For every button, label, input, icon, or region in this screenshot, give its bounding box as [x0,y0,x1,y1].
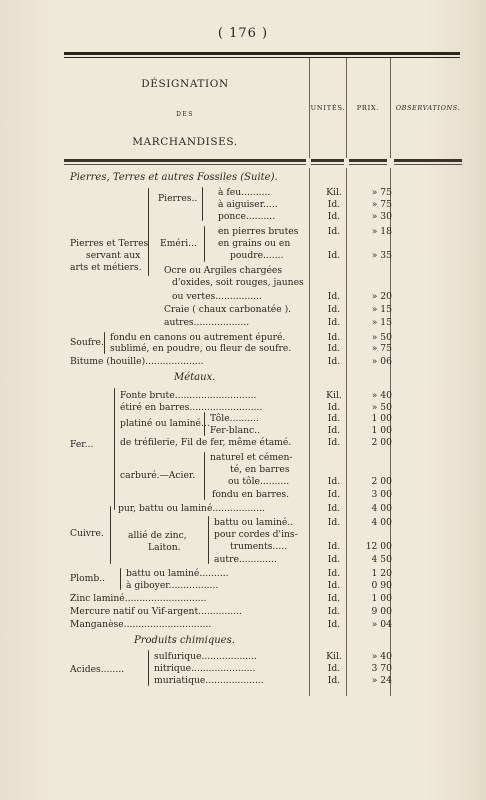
brace-cuivre [110,506,111,564]
row-price: » 50 [371,332,392,343]
row-price: » 40 [371,651,392,662]
header-observations: OBSERVATIONS. [395,104,461,112]
row-item: Ocre ou Argiles chargées [164,265,283,276]
header-rule-unites [311,159,344,162]
brace-soufre [104,332,105,354]
row-item: té, en barres [230,464,290,475]
row-unit: Id. [327,568,341,579]
row-unit: Id. [327,402,341,413]
row-item: battu ou laminé.......... [126,568,229,579]
row-unit: Id. [327,413,341,424]
brace-carbure [204,452,205,500]
row-item: pur, battu ou laminé.................. [118,503,265,514]
row-unit: Id. [327,343,341,354]
row-price: 2 00 [371,476,392,487]
row-price: » 18 [371,226,392,237]
header-rule-designation-thin [64,164,306,165]
row-price: 1 20 [371,568,392,579]
label-emeri: Eméri... [160,238,197,249]
row-price: 9 00 [371,606,392,617]
header-rule-unites-thin [311,164,344,165]
row-item: Fer-blanc.. [210,425,261,436]
row-unit: Id. [327,541,341,552]
header-rule-prix-thin [349,164,387,165]
label-allie-1: allié de zinc, [128,530,187,541]
brace-pierres [202,187,203,221]
row-unit: Id. [327,476,341,487]
row-price: » 40 [371,390,392,401]
brace-acides [148,650,149,686]
header-rule-prix [349,159,387,162]
brace-platine [204,412,205,436]
row-unit: Id. [327,606,341,617]
row-item: Bitume (houille).................... [70,356,204,367]
row-price: 3 70 [371,663,392,674]
header-rule-observations-thin [394,164,462,165]
label-acides: Acides........ [70,664,125,675]
row-price: » 06 [371,356,392,367]
brace-emeri [204,226,205,262]
row-item: Manganèse.............................. [70,619,212,630]
header-unites: UNITÉS. [310,104,346,112]
row-price: 0 90 [371,580,392,591]
brace-pierres-outer [148,188,149,276]
row-item: en grains ou en [218,238,291,249]
brace-plomb [120,568,121,590]
row-price: 4 50 [371,554,392,565]
row-item: sublimé, en poudre, ou fleur de soufre. [110,343,292,354]
row-unit: Id. [327,317,341,328]
brace-fer [114,388,115,510]
row-unit: Id. [327,580,341,591]
row-item: Fonte brute............................ [120,390,257,401]
row-unit: Id. [327,593,341,604]
row-item: naturel et cémen- [210,452,293,463]
row-price: » 50 [371,402,392,413]
section-metaux: Métaux. [174,372,216,383]
row-item: autres................... [164,317,250,328]
top-rule-thick [64,52,460,55]
row-item: à feu.......... [218,187,271,198]
row-item: ou vertes................ [172,291,262,302]
header-rule-designation [64,159,306,162]
brace-allie [208,516,209,564]
header-designation: DÉSIGNATION [141,78,229,90]
row-item: autre............. [214,554,277,565]
top-rule-thin [64,57,460,58]
row-price: » 15 [371,304,392,315]
row-unit: Id. [327,304,341,315]
row-unit: Id. [327,332,341,343]
row-unit: Id. [327,291,341,302]
row-price: 4 00 [371,503,392,514]
row-unit: Kil. [326,390,342,401]
row-item: Craie ( chaux carbonatée ). [164,304,292,315]
row-price: 4 00 [371,517,392,528]
row-price: » 20 [371,291,392,302]
row-item: truments..... [230,541,288,552]
row-unit: Id. [327,226,341,237]
row-unit: Id. [327,675,341,686]
label-carbure: carburé.—Acier. [120,470,196,481]
row-price: » 24 [371,675,392,686]
label-platine: platiné ou laminé... [120,418,210,429]
section-produits: Produits chimiques. [134,635,235,646]
row-price: » 75 [371,199,392,210]
row-unit: Id. [327,199,341,210]
header-prix: PRIX. [356,104,380,112]
row-price: 2 00 [371,437,392,448]
row-unit: Kil. [326,187,342,198]
row-price: » 35 [371,250,392,261]
row-price: 1 00 [371,413,392,424]
row-item: Tôle.......... [210,413,259,424]
row-item: nitrique...................... [154,663,256,674]
row-unit: Id. [327,619,341,630]
row-price: » 75 [371,343,392,354]
section-pierres: Pierres, Terres et autres Fossiles (Suite). [70,172,278,183]
label-allie-2: Laiton. [148,542,181,553]
row-unit: Id. [327,425,341,436]
row-item: fondu en canons ou autrement épuré. [110,332,286,343]
row-unit: Id. [327,489,341,500]
label-plomb: Plomb.. [70,573,106,584]
row-price: 1 00 [371,593,392,604]
header-marchandises: MARCHANDISES. [132,136,238,148]
label-pierres-metiers-3: arts et métiers. [70,262,142,273]
label-pierres-metiers-2: servant aux [86,250,141,261]
row-unit: Id. [327,356,341,367]
label-pierres-metiers-1: Pierres et Terres [70,238,149,249]
row-unit: Id. [327,503,341,514]
row-price: » 30 [371,211,392,222]
row-item: Zinc laminé............................ [70,593,207,604]
header-des: DES [176,111,194,118]
row-item: en pierres brutes [218,226,299,237]
header-rule-observations [394,159,462,162]
row-item: ponce.......... [218,211,276,222]
row-item: pour cordes d'ins- [214,529,298,540]
row-unit: Id. [327,211,341,222]
row-item: étiré en barres......................... [120,402,263,413]
row-price: 3 00 [371,489,392,500]
row-price: » 04 [371,619,392,630]
page-number: ( 176 ) [217,26,269,41]
row-unit: Id. [327,554,341,565]
label-pierres-group: Pierres.. [158,193,198,204]
row-unit: Id. [327,517,341,528]
label-fer: Fer... [70,439,94,450]
row-item: muriatique.................... [154,675,264,686]
row-item: d'oxides, soit rouges, jaunes [172,277,304,288]
body-col-separator-1 [309,168,310,696]
row-item: Mercure natif ou Vif-argent............... [70,606,242,617]
row-price: » 15 [371,317,392,328]
row-item: fondu en barres. [212,489,290,500]
row-item: sulfurique................... [154,651,257,662]
row-price: 12 00 [365,541,392,552]
row-unit: Kil. [326,651,342,662]
row-item: battu ou laminé.. [214,517,294,528]
row-unit: Id. [327,663,341,674]
row-item: à aiguiser..... [218,199,278,210]
row-item: poudre....... [230,250,284,261]
label-soufre: Soufre. [70,337,104,348]
row-item: ou tôle.......... [228,476,290,487]
row-item: à giboyer................. [126,580,219,591]
row-unit: Id. [327,250,341,261]
row-price: » 75 [371,187,392,198]
row-item: de tréfilerie, Fil de fer, même étamé. [120,437,292,448]
row-price: 1 00 [371,425,392,436]
label-cuivre: Cuivre. [70,528,104,539]
row-unit: Id. [327,437,341,448]
